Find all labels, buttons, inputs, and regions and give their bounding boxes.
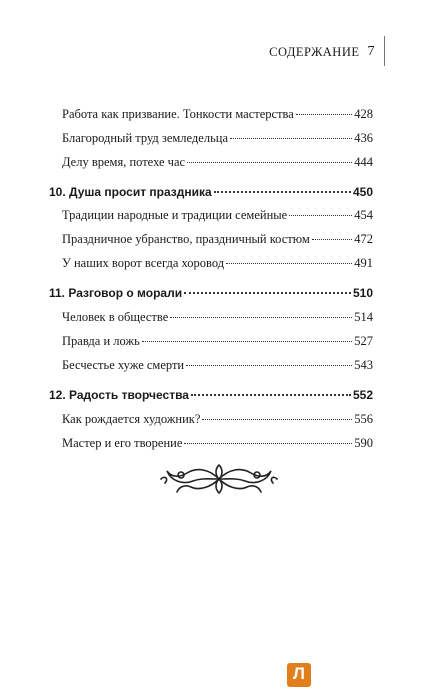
section-title: СОДЕРЖАНИЕ [269,44,360,59]
publisher-logo-letter: Л [293,664,305,683]
dot-leader [226,263,352,264]
toc-entry-page: 428 [354,107,373,121]
toc-entry-page: 436 [354,131,373,145]
toc-row [62,208,373,223]
toc-entry-title: Как рождается художник? [62,412,201,426]
toc-row [62,256,373,271]
toc-entry-page: 491 [354,256,373,270]
dot-leader [296,114,352,115]
toc-entry-title: Праздничное убранство, праздничный костюм [62,232,310,246]
running-header [269,44,375,60]
toc-row [62,358,373,373]
toc-entry-title: Правда и ложь [62,334,140,348]
toc-chapter-row [49,185,373,199]
toc-entry-title: 12. Радость творчества [49,388,189,402]
dot-leader [202,419,352,420]
toc-entry-page: 510 [352,286,373,300]
toc-entry-title: Мастер и его творение [62,436,183,450]
dot-leader [184,443,352,444]
publisher-logo-icon [287,663,311,687]
toc-entry-title: Делу время, потехе час [62,155,186,169]
toc-row [62,310,373,325]
toc-entry-page: 444 [354,155,373,169]
page-number: 7 [367,44,375,59]
toc-chapter-row [49,286,373,300]
toc-row [62,334,373,349]
dot-leader [312,239,352,240]
toc-entry-page: 556 [354,412,373,426]
header-rule [384,36,385,66]
toc-entry-page: 450 [352,185,373,199]
toc-entry-title: Бесчестье хуже смерти [62,358,185,372]
toc-row [62,232,373,247]
toc-entry-title: Благородный труд земледельца [62,131,229,145]
dot-leader [191,394,351,396]
dot-leader [214,191,351,193]
toc-entry-page: 543 [354,358,373,372]
toc-entry-title: Работа как призвание. Тонкости мастерства [62,107,294,121]
toc-row [62,436,373,451]
toc-entry-title: Человек в обществе [62,310,169,324]
dot-leader [230,138,352,139]
toc-entry-title: 11. Разговор о морали [49,286,183,300]
toc-entry-page: 514 [354,310,373,324]
toc-entry-page: 552 [352,388,373,402]
toc-entry-page: 590 [354,436,373,450]
toc-row [62,131,373,146]
toc-entry-page: 454 [354,208,373,222]
dot-leader [289,215,352,216]
dot-leader [184,292,351,294]
toc-entry-page: 527 [354,334,373,348]
toc-entry-title: 10. Душа просит праздника [49,185,212,199]
toc-chapter-row [49,388,373,402]
dot-leader [187,162,352,163]
toc-entry-page: 472 [354,232,373,246]
toc-row [62,412,373,427]
toc-row [62,107,373,122]
decorative-flourish-icon [157,459,281,499]
dot-leader [142,341,352,342]
toc-entry-title: У наших ворот всегда хоровод [62,256,225,270]
toc-row [62,155,373,170]
dot-leader [170,317,352,318]
toc-entry-title: Традиции народные и традиции семейные [62,208,288,222]
dot-leader [186,365,352,366]
